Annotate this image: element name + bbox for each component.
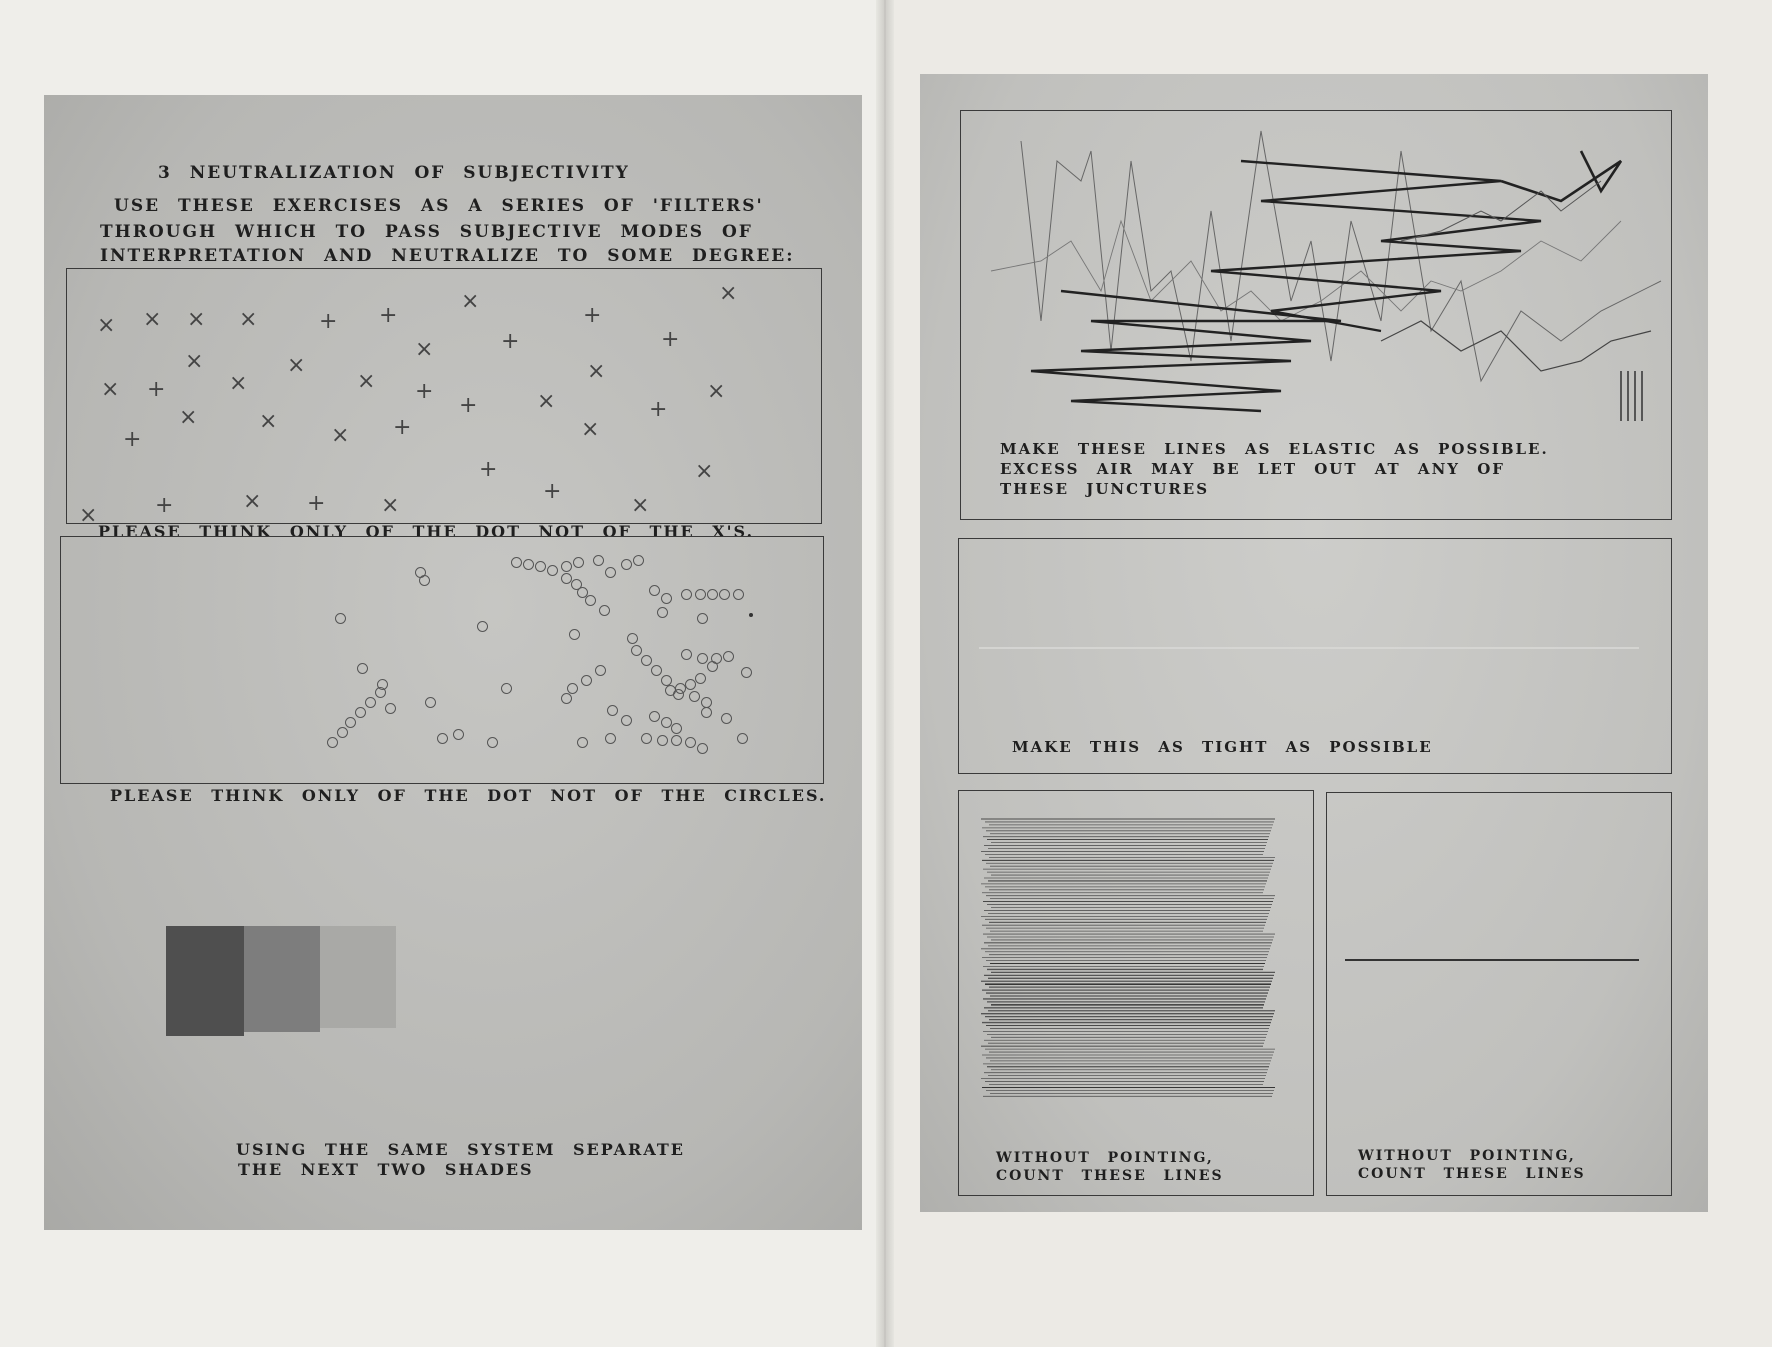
x-mark: × xyxy=(357,369,376,394)
circle-mark xyxy=(697,743,708,754)
plus-mark: + xyxy=(415,379,434,404)
x-mark: × xyxy=(587,359,606,384)
plus-mark: + xyxy=(543,479,562,504)
circle-mark xyxy=(569,629,580,640)
circle-mark xyxy=(695,589,706,600)
plus-mark: + xyxy=(147,377,166,402)
circle-mark xyxy=(357,663,368,674)
x-mark: × xyxy=(581,417,600,442)
circle-mark xyxy=(561,693,572,704)
circle-mark xyxy=(641,733,652,744)
circle-mark xyxy=(631,645,642,656)
circle-mark xyxy=(701,707,712,718)
circle-mark xyxy=(681,589,692,600)
circle-mark xyxy=(627,633,638,644)
circle-mark xyxy=(689,691,700,702)
intro-line-1: USE THESE EXERCISES AS A SERIES OF 'FILTERS' xyxy=(114,196,764,216)
circle-mark xyxy=(657,607,668,618)
x-mark: × xyxy=(331,423,350,448)
circle-mark xyxy=(673,689,684,700)
circle-mark xyxy=(695,673,706,684)
circle-mark xyxy=(697,613,708,624)
circle-mark xyxy=(535,561,546,572)
x-mark: × xyxy=(179,405,198,430)
circle-mark xyxy=(697,653,708,664)
x-mark: × xyxy=(185,349,204,374)
x-mark: × xyxy=(381,493,400,518)
circle-mark xyxy=(593,555,604,566)
circle-mark xyxy=(681,649,692,660)
circle-mark xyxy=(723,651,734,662)
intro-line-3: INTERPRETATION AND NEUTRALIZE TO SOME DEGREE: xyxy=(100,246,795,266)
circle-mark xyxy=(561,561,572,572)
zigzag-caption-line-2: EXCESS AIR MAY BE LET OUT AT ANY OF xyxy=(1000,460,1505,478)
circle-mark xyxy=(335,613,346,624)
zigzag-caption-line-1: MAKE THESE LINES AS ELASTIC AS POSSIBLE. xyxy=(1000,440,1549,458)
circle-mark xyxy=(375,687,386,698)
x-mark: × xyxy=(243,489,262,514)
circle-mark xyxy=(547,565,558,576)
circle-mark xyxy=(599,605,610,616)
x-mark: × xyxy=(707,379,726,404)
circle-mark xyxy=(453,729,464,740)
plus-mark: + xyxy=(379,303,398,328)
x-mark: × xyxy=(79,503,98,528)
circle-mark xyxy=(487,737,498,748)
zigzag-line xyxy=(1401,181,1601,241)
circle-mark xyxy=(741,667,752,678)
x-mark: × xyxy=(461,289,480,314)
circle-mark xyxy=(651,665,662,676)
left-page xyxy=(0,0,884,1347)
count-caption-1-line-2: COUNT THESE LINES xyxy=(996,1168,1224,1184)
circle-mark xyxy=(577,737,588,748)
count-caption-2-line-2: COUNT THESE LINES xyxy=(1358,1166,1586,1182)
many-lines-panel xyxy=(958,790,1314,1196)
circle-mark xyxy=(657,735,668,746)
x-mark: × xyxy=(415,337,434,362)
single-line-panel xyxy=(1326,792,1672,1196)
shade-swatches xyxy=(166,926,396,1036)
circle-mark xyxy=(355,707,366,718)
circle-mark xyxy=(661,593,672,604)
plus-mark: + xyxy=(459,393,478,418)
circle-mark xyxy=(425,697,436,708)
circle-mark xyxy=(719,589,730,600)
circle-panel-caption: PLEASE THINK ONLY OF THE DOT NOT OF THE CIRCLES. xyxy=(110,786,827,805)
x-mark: × xyxy=(287,353,306,378)
plus-mark: + xyxy=(393,415,412,440)
circle-mark xyxy=(633,555,644,566)
x-mark: × xyxy=(97,313,116,338)
circle-mark xyxy=(385,703,396,714)
zigzag-line xyxy=(1381,321,1651,371)
x-mark: × xyxy=(537,389,556,414)
x-mark: × xyxy=(719,281,738,306)
circle-mark xyxy=(595,665,606,676)
shades-caption-line-2: THE NEXT TWO SHADES xyxy=(238,1160,534,1179)
circle-mark xyxy=(607,705,618,716)
circle-mark xyxy=(581,675,592,686)
single-line xyxy=(1345,959,1639,961)
circle-mark xyxy=(671,723,682,734)
intro-line-2: THROUGH WHICH TO PASS SUBJECTIVE MODES OF xyxy=(100,222,753,242)
plus-mark: + xyxy=(501,329,520,354)
x-mark: × xyxy=(631,493,650,518)
circle-mark xyxy=(345,717,356,728)
circle-mark xyxy=(605,733,616,744)
circle-mark xyxy=(685,737,696,748)
circle-mark xyxy=(721,713,732,724)
circle-mark xyxy=(707,661,718,672)
x-panel-caption: PLEASE THINK ONLY OF THE DOT NOT OF THE X'S. xyxy=(98,522,755,541)
circle-mark xyxy=(437,733,448,744)
plus-mark: + xyxy=(649,397,668,422)
circle-mark xyxy=(585,595,596,606)
right-page xyxy=(884,0,1772,1347)
zigzag-panel xyxy=(960,110,1672,520)
plus-mark: + xyxy=(319,309,338,334)
circle-mark xyxy=(649,585,660,596)
shades-caption-line-1: USING THE SAME SYSTEM SEPARATE xyxy=(236,1140,685,1159)
circle-mark xyxy=(733,589,744,600)
x-mark: × xyxy=(259,409,278,434)
zigzag-caption-line-3: THESE JUNCTURES xyxy=(1000,480,1210,498)
circle-mark xyxy=(567,683,578,694)
circle-mark xyxy=(523,559,534,570)
circle-mark xyxy=(477,621,488,632)
circle-mark xyxy=(573,557,584,568)
circle-mark xyxy=(501,683,512,694)
plus-mark: + xyxy=(155,493,174,518)
circle-mark xyxy=(365,697,376,708)
circle-mark xyxy=(737,733,748,744)
shade-swatch-mid xyxy=(244,926,320,1032)
x-mark: × xyxy=(229,371,248,396)
x-marks-panel xyxy=(66,268,822,528)
circles-panel xyxy=(60,536,824,784)
x-mark: × xyxy=(695,459,714,484)
plus-mark: + xyxy=(661,327,680,352)
circle-mark xyxy=(605,567,616,578)
plus-mark: + xyxy=(479,457,498,482)
zigzag-lines-drawing xyxy=(961,121,1673,421)
circle-mark xyxy=(707,589,718,600)
circle-mark xyxy=(511,557,522,568)
faint-line xyxy=(979,647,1639,649)
many-lines-drawing xyxy=(959,815,1315,1115)
focus-dot xyxy=(749,613,753,617)
circle-mark xyxy=(327,737,338,748)
x-mark: × xyxy=(143,307,162,332)
circle-mark xyxy=(621,559,632,570)
plus-mark: + xyxy=(123,427,142,452)
count-caption-1-line-1: WITHOUT POINTING, xyxy=(996,1150,1214,1166)
book-gutter xyxy=(876,0,894,1347)
count-caption-2-line-1: WITHOUT POINTING, xyxy=(1358,1148,1576,1164)
zigzag-line xyxy=(1501,151,1621,201)
plus-mark: + xyxy=(583,303,602,328)
circle-mark xyxy=(337,727,348,738)
circle-mark xyxy=(685,679,696,690)
circle-mark xyxy=(649,711,660,722)
x-mark: × xyxy=(239,307,258,332)
x-mark: × xyxy=(101,377,120,402)
shade-swatch-light xyxy=(320,926,396,1028)
shade-swatch-dark xyxy=(166,926,244,1036)
plus-mark: + xyxy=(307,491,326,516)
x-mark: × xyxy=(187,307,206,332)
circle-mark xyxy=(641,655,652,666)
circle-mark xyxy=(621,715,632,726)
tight-caption: MAKE THIS AS TIGHT AS POSSIBLE xyxy=(1012,738,1433,756)
circle-mark xyxy=(419,575,430,586)
page-heading: 3 NEUTRALIZATION OF SUBJECTIVITY xyxy=(158,163,630,183)
circle-mark xyxy=(671,735,682,746)
